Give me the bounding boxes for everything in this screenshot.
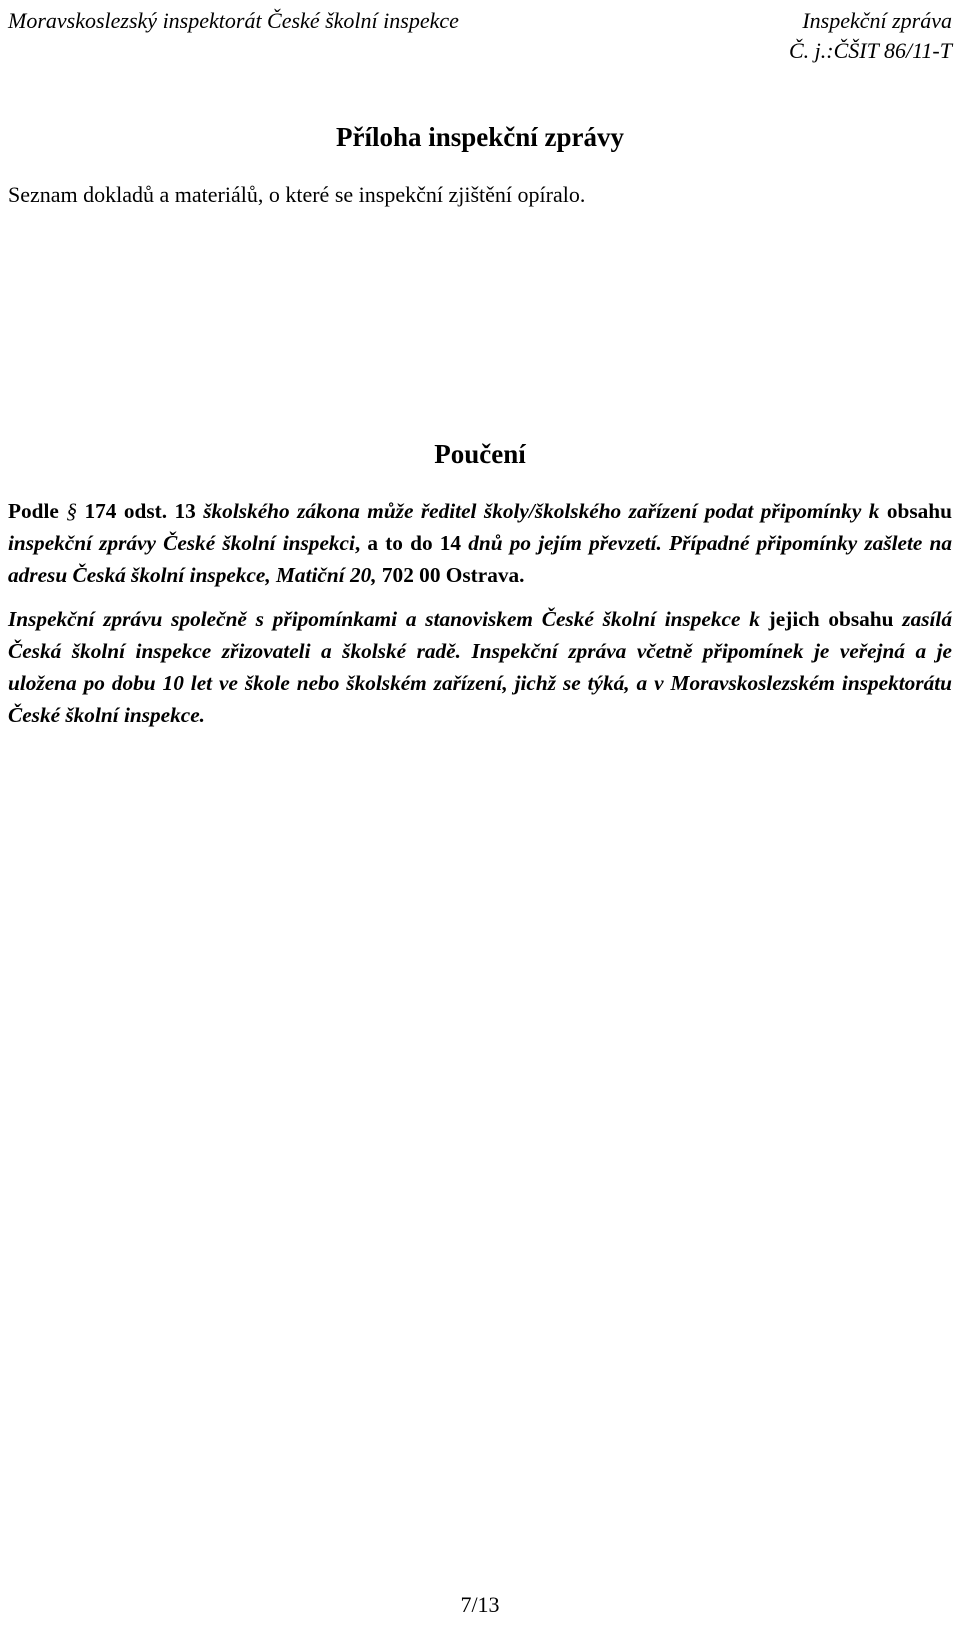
notice-p1-text-6: , a to do 14 [354, 531, 469, 555]
header-reference-number: Č. j.:ČŠIT 86/11-T [789, 38, 952, 63]
page-header [8, 6, 952, 66]
notice-paragraph-2 [8, 603, 952, 731]
header-report-info [789, 6, 952, 66]
notice-p1-text-5: inspekční zprávy České školní inspekci [8, 531, 355, 555]
notice-p1-text-4: obsahu [879, 499, 952, 523]
notice-body [8, 495, 952, 743]
notice-title: Poučení [434, 439, 526, 469]
notice-p2-text-1: Inspekční zprávu společně s připomínkami a stanoviskem České školní inspekce k [8, 607, 760, 631]
notice-p1-text-1: Podle [8, 499, 67, 523]
page-number: 7/13 [460, 1592, 500, 1617]
attachment-title: Příloha inspekční zprávy [335, 122, 625, 152]
header-report-title: Inspekční zpráva [802, 8, 952, 33]
notice-paragraph-1 [8, 495, 952, 591]
notice-p1-text-2: 174 odst. 13 [76, 499, 204, 523]
notice-p1-text-8: 702 00 Ostrava. [376, 563, 525, 587]
notice-p2-text-2: jejich obsahu [759, 607, 903, 631]
attachment-description: Seznam dokladů a materiálů, o které se inspekční zjištění opíralo. [8, 182, 586, 207]
header-inspectorate-name: Moravskoslezský inspektorát České školní inspekce [8, 8, 459, 33]
notice-p1-text-7: dnů po jejím převzetí. Případné připomínky zašlete na adresu Česká školní inspekce, Matiční 20, [8, 531, 952, 587]
notice-p2-text-3: zasílá Česká školní inspekce zřizovateli a školské radě. Inspekční zpráva včetně připomínek je veřejná a je uložena po dobu 10 let ve škole nebo školském zařízení, jichž se týká, a v Moravskoslezském inspektorátu České školní inspekce. [8, 607, 952, 727]
section-sign-icon: § [66, 499, 77, 523]
notice-p1-text-3: školského zákona může ředitel školy/školského zařízení podat připomínky k [203, 499, 880, 523]
